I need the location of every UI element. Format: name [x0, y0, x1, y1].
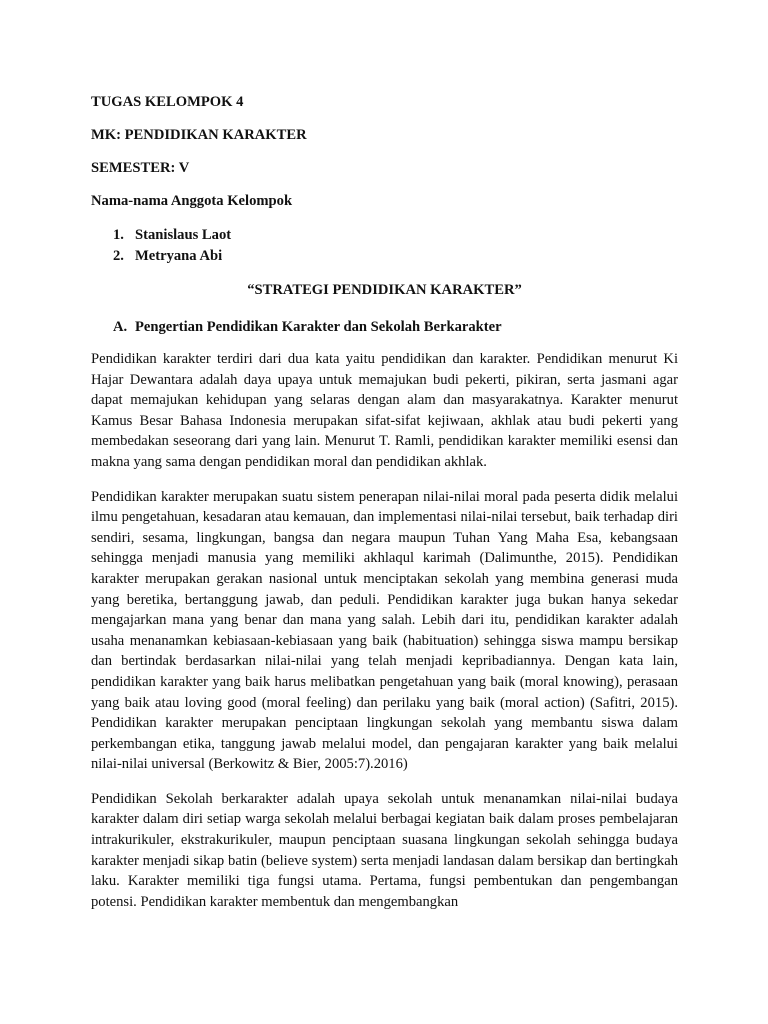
member-list [91, 225, 678, 266]
list-item [113, 246, 678, 267]
list-item [113, 225, 678, 246]
section-heading [91, 317, 678, 337]
body-paragraph: Pendidikan Sekolah berkarakter adalah upaya sekolah untuk menanamkan nilai-nilai budaya karakter dalam diri setiap warga sekolah melalui berbagai kegiatan baik dalam proses pembelajaran intrakurikuler, ekstrakurikuler, maupun penciptaan suasana lingkungan sekolah sehingga budaya karakter menjadi sikap batin (believe system) serta menjadi landasan dalam bersikap dan bertingkah laku. Karakter memiliki tiga fungsi utama. Pertama, fungsi pembentukan dan pengembangan potensi. Pendidikan karakter membentuk dan mengembangkan [91, 790, 678, 910]
members-heading: Nama-nama Anggota Kelompok [91, 193, 293, 209]
body-paragraph: Pendidikan karakter merupakan suatu sistem penerapan nilai-nilai moral pada peserta didik melalui ilmu pengetahuan, kesadaran atau kemauan, dan implementasi nilai-nilai tersebut, baik terhadap diri sendiri, sesama, lingkungan, bangsa dan negara maupun Tuhan Yang Maha Esa, kebangsaan sehingga menjadi manusia yang memiliki akhlaqul karimah (Dalimunthe, 2015). Pendidikan karakter merupakan gerakan nasional untuk menciptakan sekolah yang membina generasi muda yang beretika, bertanggung jawab, dan peduli. Pendidikan karakter juga bukan hanya sekedar mengajarkan mana yang benar dan mana yang salah. Lebih dari itu, pendidikan karakter adalah usaha menanamkan kebiasaan-kebiasaan yang baik (habituation) sehingga siswa mampu bersikap dan bertindak berdasarkan nilai-nilai yang telah menjadi kepribadiannya. Dengan kata lain, pendidikan karakter yang baik harus melibatkan pengetahuan yang baik (moral knowing), perasaan yang baik atau loving good (moral feeling) dan perilaku yang baik (moral action) (Safitri, 2015). Pendidikan karakter merupakan penciptaan lingkungan sekolah yang membantu siswa dalam perkembangan etika, tanggung jawab melalui model, dan pengajaran karakter yang baik melalui nilai-nilai universal (Berkowitz & Bier, 2005:7).2016) [91, 488, 678, 773]
document-title: “STRATEGI PENDIDIKAN KARAKTER” [247, 282, 522, 298]
member-name: Stanislaus Laot [135, 227, 232, 243]
body-paragraph: Pendidikan karakter terdiri dari dua kata yaitu pendidikan dan karakter. Pendidikan menurut Ki Hajar Dewantara adalah daya upaya untuk memajukan budi pekerti, pikiran, serta jasmani agar dapat memajukan kehidupan yang selaras dengan alam dan masyarakatnya. Karakter menurut Kamus Besar Bahasa Indonesia merupakan sifat-sifat kejiwaan, akhlak atau budi pekerti yang membedakan seseorang dari yang lain. Menurut T. Ramli, pendidikan karakter memiliki esensi dan makna yang sama dengan pendidikan moral dan pendidikan akhlak. [91, 351, 678, 470]
list-number: 1. [113, 227, 124, 243]
assignment-title: TUGAS KELOMPOK 4 [91, 94, 244, 110]
member-name: Metryana Abi [135, 247, 223, 264]
list-number: 2. [113, 247, 124, 264]
semester-label: SEMESTER: V [91, 160, 190, 176]
section-heading-text: Pengertian Pendidikan Karakter dan Sekolah Berkarakter [135, 319, 502, 335]
course-name: MK: PENDIDIKAN KARAKTER [91, 127, 307, 143]
section-letter: A. [113, 319, 128, 335]
